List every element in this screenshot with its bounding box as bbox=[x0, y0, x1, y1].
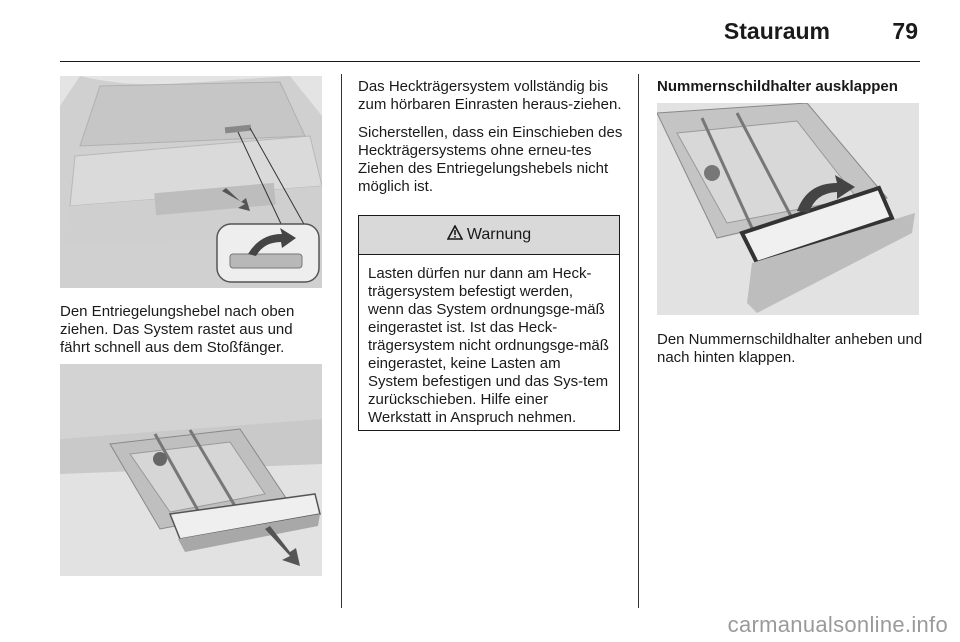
page-title: Stauraum bbox=[723, 18, 830, 44]
figure-license-plate-holder bbox=[657, 103, 919, 315]
warning-box bbox=[358, 215, 620, 431]
figure-license-plate-holder-drawing bbox=[657, 103, 919, 315]
header-rule bbox=[60, 61, 920, 62]
column1-paragraph: Den Entriegelungshebel nach oben ziehen. Das System rastet aus und fährt schnell aus dem Stoßfänger. bbox=[60, 303, 295, 356]
column2-text bbox=[358, 78, 626, 206]
column3-text bbox=[657, 331, 925, 377]
page-header bbox=[60, 0, 920, 62]
figure-release-lever bbox=[60, 76, 322, 288]
page-number: 79 bbox=[892, 18, 918, 44]
column-divider-2 bbox=[638, 74, 639, 608]
figure-release-lever-drawing bbox=[60, 76, 322, 288]
column3-paragraph: Den Nummernschildhalter anheben und nach hinten klappen. bbox=[657, 331, 923, 366]
section-heading: Nummernschildhalter ausklappen bbox=[657, 78, 898, 95]
column1-text bbox=[60, 303, 326, 367]
watermark: carmanualsonline.info bbox=[727, 612, 948, 637]
warning-header bbox=[359, 216, 619, 255]
warning-text: Lasten dürfen nur dann am Heck-trägersystem befestigt werden, wenn das System ordnungsge-mäß eingerastet ist. Ist das Heck-trägersystem nicht ordnungsge-mäß eingerastet, keine Lasten am System befestigen und das Sys-tem zurückschieben. Hilfe einer Werkstatt in Anspruch nehmen. bbox=[368, 265, 609, 426]
figure-carrier-extended-drawing bbox=[60, 364, 322, 576]
warning-title: Warnung bbox=[466, 226, 532, 243]
column2-paragraph-1: Das Heckträgersystem vollständig bis zum hörbaren Einrasten heraus-ziehen. bbox=[358, 78, 622, 113]
column2-paragraph-2: Sicherstellen, dass ein Einschieben des Heckträgersystems ohne erneu-tes Ziehen des Entriegelungshebels nicht möglich ist. bbox=[358, 124, 623, 195]
figure-carrier-extended bbox=[60, 364, 322, 576]
column-divider-1 bbox=[341, 74, 342, 608]
warning-triangle-icon bbox=[447, 225, 463, 245]
